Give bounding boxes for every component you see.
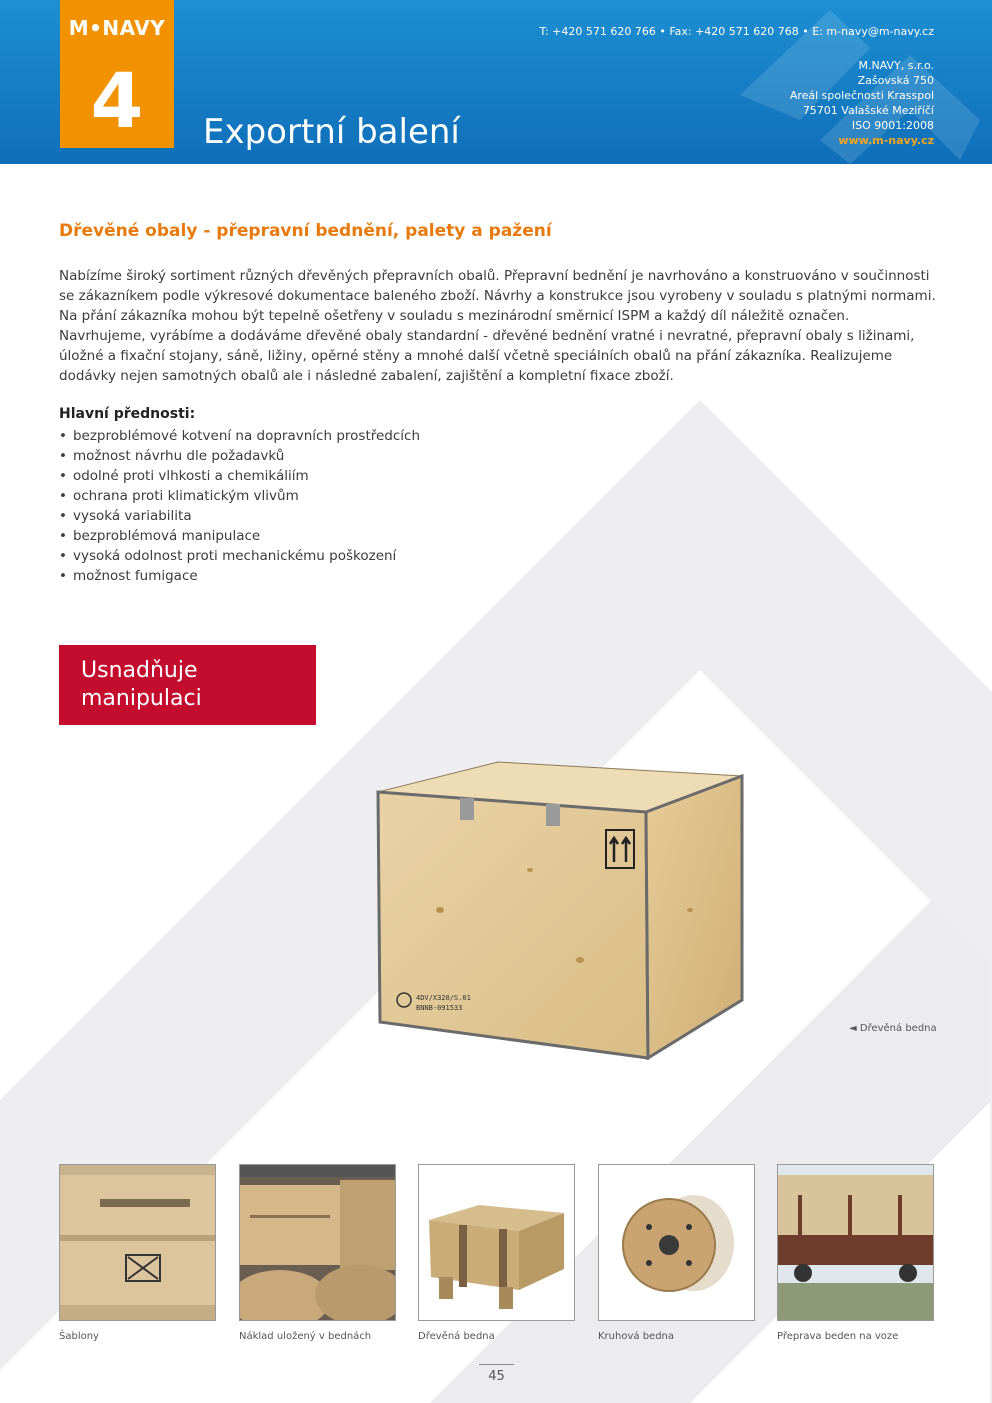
company-address [790,58,934,148]
callout-box [59,645,316,725]
page-divider [479,1364,514,1365]
intro-text [59,266,937,386]
intro-paragraph: Na přání zákazníka mohou být tepelně ošetřeny v souladu s mezinárodní směrnicí ISPM a každý díl náležitě označen. Navrhujeme, vyrábíme a dodáváme dřevěné obaly standardní - dřevěné bednění vratné i nevratné, přepravní obaly s ližinami, úložné a fixační stojany, sáně, ližiny, opěrné stěny a mnohé další včetně speciálních obalů na přání zákazníka. Realizujeme dodávky nejen samotných obalů ale i následné zabalení, zajištění a kompletní fixace zboží. [59,308,915,384]
chapter-number: 4 [90,56,144,145]
advantage-item: • vysoká variabilita [59,506,420,526]
address-line: Areál společnosti Krasspol [789,89,934,102]
advantage-item: • vysoká odolnost proti mechanickému poškození [59,546,420,566]
thumbnail-caption: Kruhová bedna [598,1331,675,1342]
thumbnail-round-crate [598,1164,755,1321]
company-logo: M•NAVY [68,16,166,40]
thumbnail-rail-transport [777,1164,934,1321]
website-link[interactable]: www.m-navy.cz [838,134,934,147]
advantage-item: • bezproblémové kotvení na dopravních prostředcích [59,426,420,446]
page-number: 45 [488,1369,505,1384]
main-image-caption: ◄ Dřevěná bedna [849,1023,937,1034]
wooden-crate-image [370,760,750,1060]
advantage-item: • možnost fumigace [59,566,420,586]
thumbnail-caption: Šablony [59,1331,99,1342]
callout-line: Usnadňuje [81,658,198,683]
page-title: Exportní balení [203,112,460,152]
advantages-list [59,426,420,586]
thumbnail-caption: Náklad uložený v bednách [239,1331,372,1342]
thumbnail-caption: Dřevěná bedna [418,1331,495,1342]
crate-marking: BNNB-091533 [416,1004,463,1012]
advantage-item: • odolné proti vlhkosti a chemikáliím [59,466,420,486]
callout-line: manipulaci [81,686,202,711]
address-line: Zašovská 750 [857,74,934,87]
address-line: M.NAVY, s.r.o. [858,59,934,72]
chapter-badge [60,0,174,148]
section-title: Dřevěné obaly - přepravní bednění, palety a pažení [59,221,552,241]
thumbnail-wooden-crate [418,1164,575,1321]
thumbnail-templates [59,1164,216,1321]
thumbnail-caption: Přeprava beden na voze [777,1331,899,1342]
address-line: ISO 9001:2008 [851,119,934,132]
crate-marking: 4DV/X320/S.01 [416,994,471,1002]
advantage-item: • možnost návrhu dle požadavků [59,446,420,466]
advantage-item: • ochrana proti klimatickým vlivům [59,486,420,506]
advantages-heading: Hlavní přednosti: [59,406,196,422]
advantage-item: • bezproblémová manipulace [59,526,420,546]
intro-paragraph: Nabízíme široký sortiment různých dřevěných přepravních obalů. Přepravní bednění je navrhováno a konstruováno v součinnosti se zákazníkem podle výkresové dokumentace baleného zboží. Návrhy a konstrukce jsou vyrobeny v souladu s platnými normami. [59,268,936,304]
thumbnail-loaded-cargo [239,1164,396,1321]
contact-line: T: +420 571 620 766 • Fax: +420 571 620 768 • E: m-navy@m-navy.cz [539,25,934,38]
address-line: 75701 Valašské Meziříčí [802,104,934,117]
callout-text [81,657,202,713]
